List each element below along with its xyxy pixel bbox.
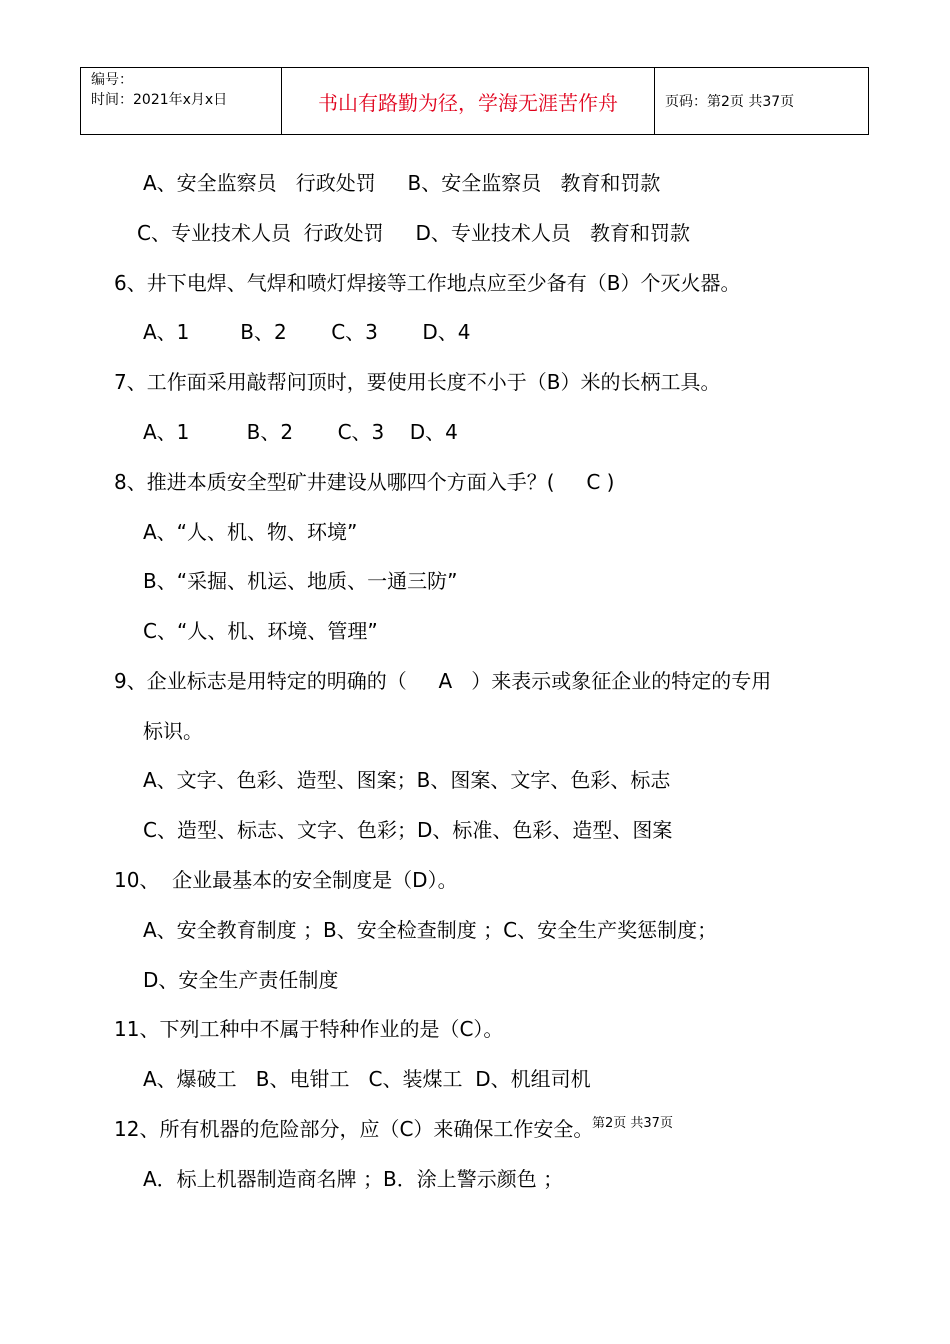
option-line: D、安全生产责任制度: [143, 968, 339, 992]
option-line: A、安全监察员 行政处罚 B、安全监察员 教育和罚款: [143, 171, 661, 195]
question-line: 11、下列工种中不属于特种作业的是（C）。: [114, 1017, 504, 1041]
option-line: A、文字、色彩、造型、图案；B、图案、文字、色彩、标志: [143, 768, 671, 792]
header-meta-cell: [81, 68, 282, 134]
overlay-page-number: 第2页 共37页: [592, 1116, 673, 1131]
option-line: A．标上机器制造商名牌 ；B．涂上警示颜色 ；: [143, 1167, 564, 1191]
question-line: 10、 企业最基本的安全制度是（D）。: [114, 868, 458, 892]
option-line: A、安全教育制度 ；B、安全检查制度 ；C、安全生产奖惩制度；: [143, 918, 718, 942]
option-line: A、“人、机、物、环境”: [143, 520, 358, 544]
doc-time-label: 时间：2021年x月x日: [91, 92, 228, 108]
option-line: B、“采掘、机运、地质、一通三防”: [143, 569, 458, 593]
option-line: A、1 B、2 C、3 D、4: [143, 320, 471, 344]
doc-code-label: 编号：: [91, 72, 133, 88]
option-line: C、专业技术人员 行政处罚 D、专业技术人员 教育和罚款: [137, 221, 690, 245]
question-line: 9、企业标志是用特定的明确的（ A ）来表示或象征企业的特定的专用: [114, 669, 772, 693]
option-line: A、1 B、2 C、3 D、4: [143, 420, 458, 444]
question-line: 8、推进本质安全型矿井建设从哪四个方面入手？( C ): [114, 470, 615, 494]
header-motto: 书山有路勤为径，学海无涯苦作舟: [282, 68, 655, 134]
question-line-continued: 标识。: [143, 719, 203, 743]
question-line: 12、所有机器的危险部分，应（C）来确保工作安全。: [114, 1117, 594, 1141]
page-header: [80, 67, 869, 135]
option-line: C、“人、机、环境、管理”: [143, 619, 378, 643]
question-line: 7、工作面采用敲帮问顶时，要使用长度不小于（B）米的长柄工具。: [114, 370, 721, 394]
option-line: C、造型、标志、文字、色彩；D、标准、色彩、造型、图案: [143, 818, 673, 842]
question-line: 6、井下电焊、气焊和喷灯焊接等工作地点应至少备有（B）个灭火器。: [114, 271, 741, 295]
option-line: A、爆破工 B、电钳工 C、装煤工 D、机组司机: [143, 1067, 591, 1091]
header-page-info: 页码：第2页 共37页: [665, 94, 795, 110]
